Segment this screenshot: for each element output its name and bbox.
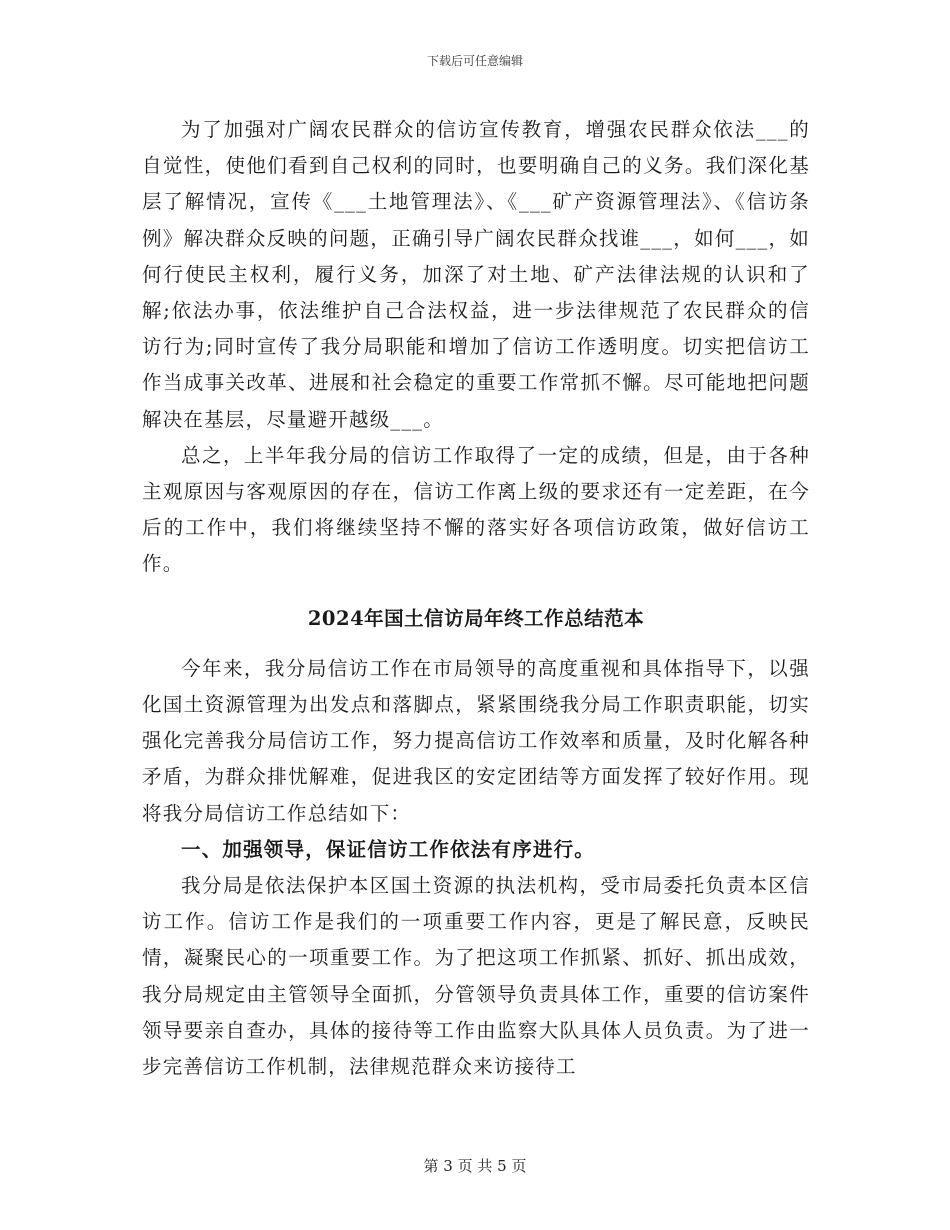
- paragraph-summary: 总之，上半年我分局的信访工作取得了一定的成绩，但是，由于各种主观原因与客观原因的存在，信访工作离上级的要求还有一定差距，在今后的工作中，我们将继续坚持不懈的落实好各项信访政策，做好信访工作。: [142, 443, 810, 576]
- page-number: 第 3 页 共 5 页: [423, 1157, 527, 1175]
- paragraph-intro: 今年来，我分局信访工作在市局领导的高度重视和具体指导下，以强化国土资源管理为出发点和落脚点，紧紧围绕我分局工作职责职能，切实强化完善我分局信访工作，努力提高信访工作效率和质量，及时化解各种矛盾，为群众排忧解难，促进我区的安定团结等方面发挥了较好作用。现将我分局信访工作总结如下：: [142, 656, 810, 825]
- paragraph-publicity: 为了加强对广阔农民群众的信访宣传教育，增强农民群众依法___的自觉性，使他们看到自己权利的同时，也要明确自己的义务。我们深化基层了解情况，宣传《___土地管理法》、《___矿产资源管理法》、《信访条例》解决群众反映的问题，正确引导广阔农民群众找谁___，如何___，如何行使民主权利，履行义务，加深了对土地、矿产法律法规的认识和了解;依法办事，依法维护自己合法权益，进一步法律规范了农民群众的信访行为;同时宣传了我分局职能和增加了信访工作透明度。切实把信访工作当成事关改革、进展和社会稳定的重要工作常抓不懈。尽可能地把问题解决在基层，尽量避开越级___。: [142, 118, 810, 431]
- document-body: [142, 112, 810, 1085]
- page-header-note: 下载后可任意编辑: [426, 54, 523, 68]
- section-heading-1: 一、加强领导，保证信访工作依法有序进行。: [181, 837, 596, 861]
- document-title: 2024年国土信访局年终工作总结范本: [307, 606, 645, 630]
- paragraph-leadership: 我分局是依法保护本区国土资源的执法机构，受市局委托负责本区信访工作。信访工作是我们的一项重要工作内容，更是了解民意，反映民情，凝聚民心的一项重要工作。为了把这项工作抓紧、抓好、抓出成效，我分局规定由主管领导全面抓，分管领导负责具体工作，重要的信访案件领导要亲自查办，具体的接待等工作由监察大队具体人员负责。为了进一步完善信访工作机制，法律规范群众来访接待工: [142, 874, 810, 1079]
